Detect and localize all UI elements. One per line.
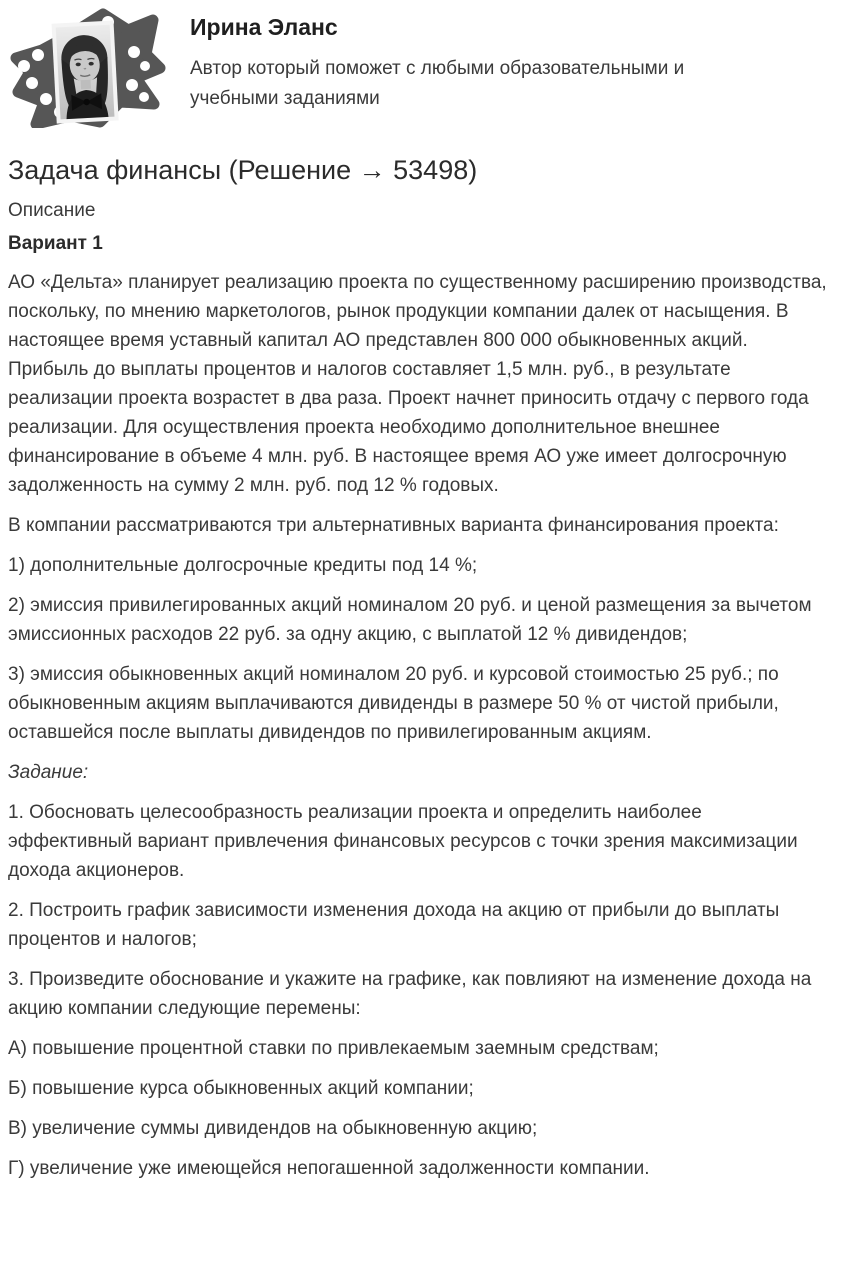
financing-option-3: 3) эмиссия обыкновенных акций номиналом 20 руб. и курсовой стоимостью 25 руб.; по обыкновенным акциям выплачиваются дивиденды в размере 50 % от чистой прибыли, оставшейся после выплаты дивидендов по привилегированным акциям.: [8, 663, 779, 743]
change-option-v: В) увеличение суммы дивидендов на обыкновенную акцию;: [8, 1117, 538, 1139]
change-option-a: А) повышение процентной ставки по привлекаемым заемным средствам;: [8, 1037, 659, 1059]
author-avatar: [8, 6, 168, 128]
description-label: Описание: [8, 200, 96, 222]
task-item-2: 2. Построить график зависимости изменения дохода на акцию от прибыли до выплаты процентов и налогов;: [8, 899, 780, 950]
change-option-g: Г) увеличение уже имеющейся непогашенной задолженности компании.: [8, 1157, 650, 1179]
change-option-b: Б) повышение курса обыкновенных акций компании;: [8, 1077, 474, 1099]
author-info: [190, 6, 768, 114]
financing-options-intro: В компании рассматриваются три альтернативных варианта финансирования проекта:: [8, 514, 779, 536]
task-label: Задание:: [8, 761, 89, 783]
task-item-3: 3. Произведите обоснование и укажите на графике, как повлияют на изменение дохода на акцию компании следующие перемены:: [8, 968, 812, 1019]
page-title: Задача финансы (Решение → 53498): [8, 155, 478, 185]
variant-label: Вариант 1: [8, 233, 103, 255]
financing-option-1: 1) дополнительные долгосрочные кредиты под 14 %;: [8, 554, 478, 576]
financing-option-2: 2) эмиссия привилегированных акций номиналом 20 руб. и ценой размещения за вычетом эмиссионных расходов 22 руб. за одну акцию, с выплатой 12 % дивидендов;: [8, 594, 812, 645]
task-item-1: 1. Обосновать целесообразность реализации проекта и определить наиболее эффективный вариант привлечения финансовых ресурсов с точки зрения максимизации дохода акционеров.: [8, 801, 798, 881]
author-description: Автор который поможет с любыми образовательными и учебными заданиями: [190, 57, 685, 109]
task-content: [8, 268, 835, 1183]
author-name: Ирина Эланс: [190, 14, 338, 40]
author-header: [8, 6, 835, 128]
author-avatar-image: [8, 6, 168, 128]
problem-statement: АО «Дельта» планирует реализацию проекта по существенному расширению производства, поскольку, по мнению маркетологов, рынок продукции компании далек от насыщения. В настоящее время уставный капитал АО представлен 800 000 обыкновенных акций. Прибыль до выплаты процентов и налогов составляет 1,5 млн. руб., в результате реализации проекта возрастет в два раза. Проект начнет приносить отдачу с первого года реализации. Для осуществления проекта необходимо дополнительное внешнее финансирование в объеме 4 млн. руб. В настоящее время АО уже имеет долгосрочную задолженность на сумму 2 млн. руб. под 12 % годовых.: [8, 271, 827, 496]
